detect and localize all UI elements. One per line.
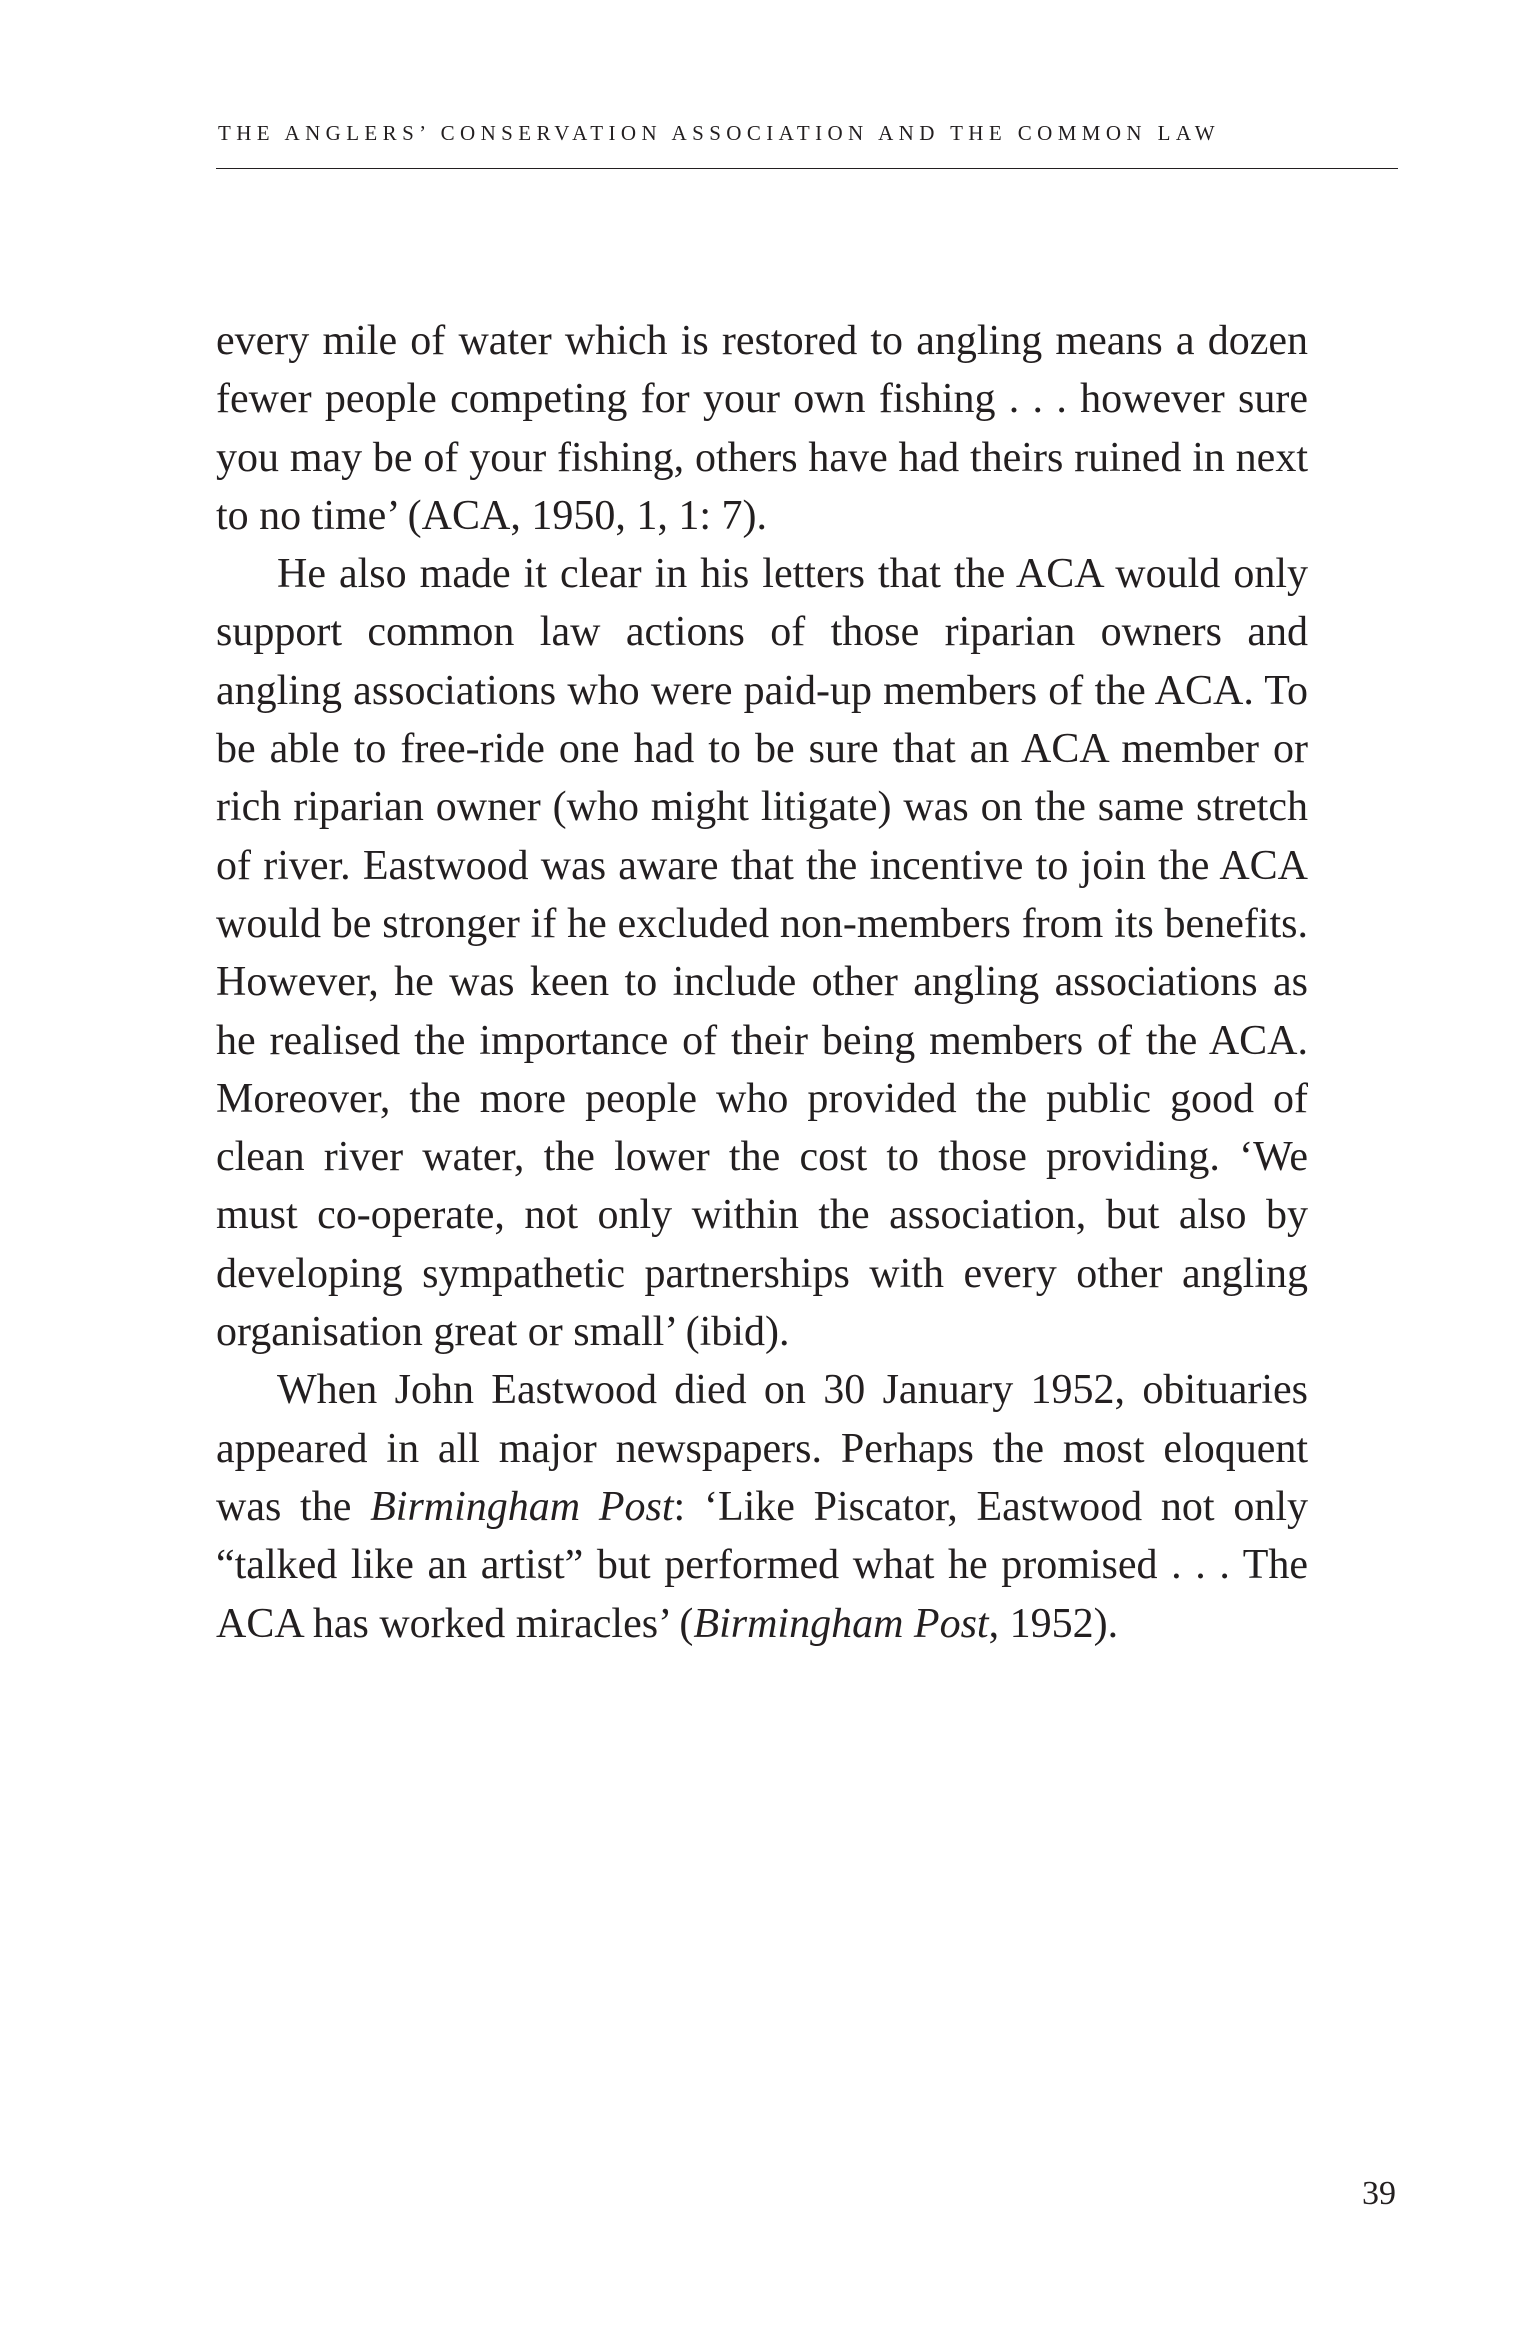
- running-head: THE ANGLERS’ CONSERVATION ASSOCIATION AND THE COMMON LAW: [218, 121, 1220, 145]
- header-rule: [216, 168, 1398, 169]
- body-text: [216, 312, 1308, 1653]
- paragraph-continuation: every mile of water which is restored to angling means a dozen fewer people competing for your own fishing . . . however sure you may be of your fishing, others have had theirs ruined in next to no time’ (ACA, 1950, 1, 1: 7).: [216, 318, 1308, 539]
- citation-publication-title: Birmingham Post: [693, 1600, 989, 1647]
- publication-title: Birmingham Post: [370, 1483, 674, 1530]
- obituary-text-2: : ‘Like Piscator, Eastwood not only “talked like an artist” but performed what he promised . . . The ACA has worked miracles’ (: [216, 1483, 1308, 1647]
- obituary-text-1: When John Eastwood died on 30 January 1952, obituaries appeared in all major newspapers. Perhaps the most eloquent was the: [216, 1367, 1308, 1530]
- paragraph-eastwood-obituary: [216, 1361, 1308, 1652]
- paragraph-aca-membership: He also made it clear in his letters that the ACA would only support common law actions of those riparian owners and angling associations who were paid-up members of the ACA. To be able to free-ride one had to be sure that an ACA member or rich riparian owner (who might litigate) was on the same stretch of river. Eastwood was aware that the incentive to join the ACA would be stronger if he excluded non-members from its benefits. However, he was keen to include other angling associations as he realised the importance of their being members of the ACA. Moreover, the more people who provided the public good of clean river water, the lower the cost to those providing. ‘We must co-operate, not only within the association, but also by developing sympathetic partnerships with every other angling organisation great or small’ (ibid).: [216, 551, 1308, 1356]
- page-number: 39: [1362, 2175, 1396, 2212]
- obituary-text-3: , 1952).: [988, 1600, 1119, 1647]
